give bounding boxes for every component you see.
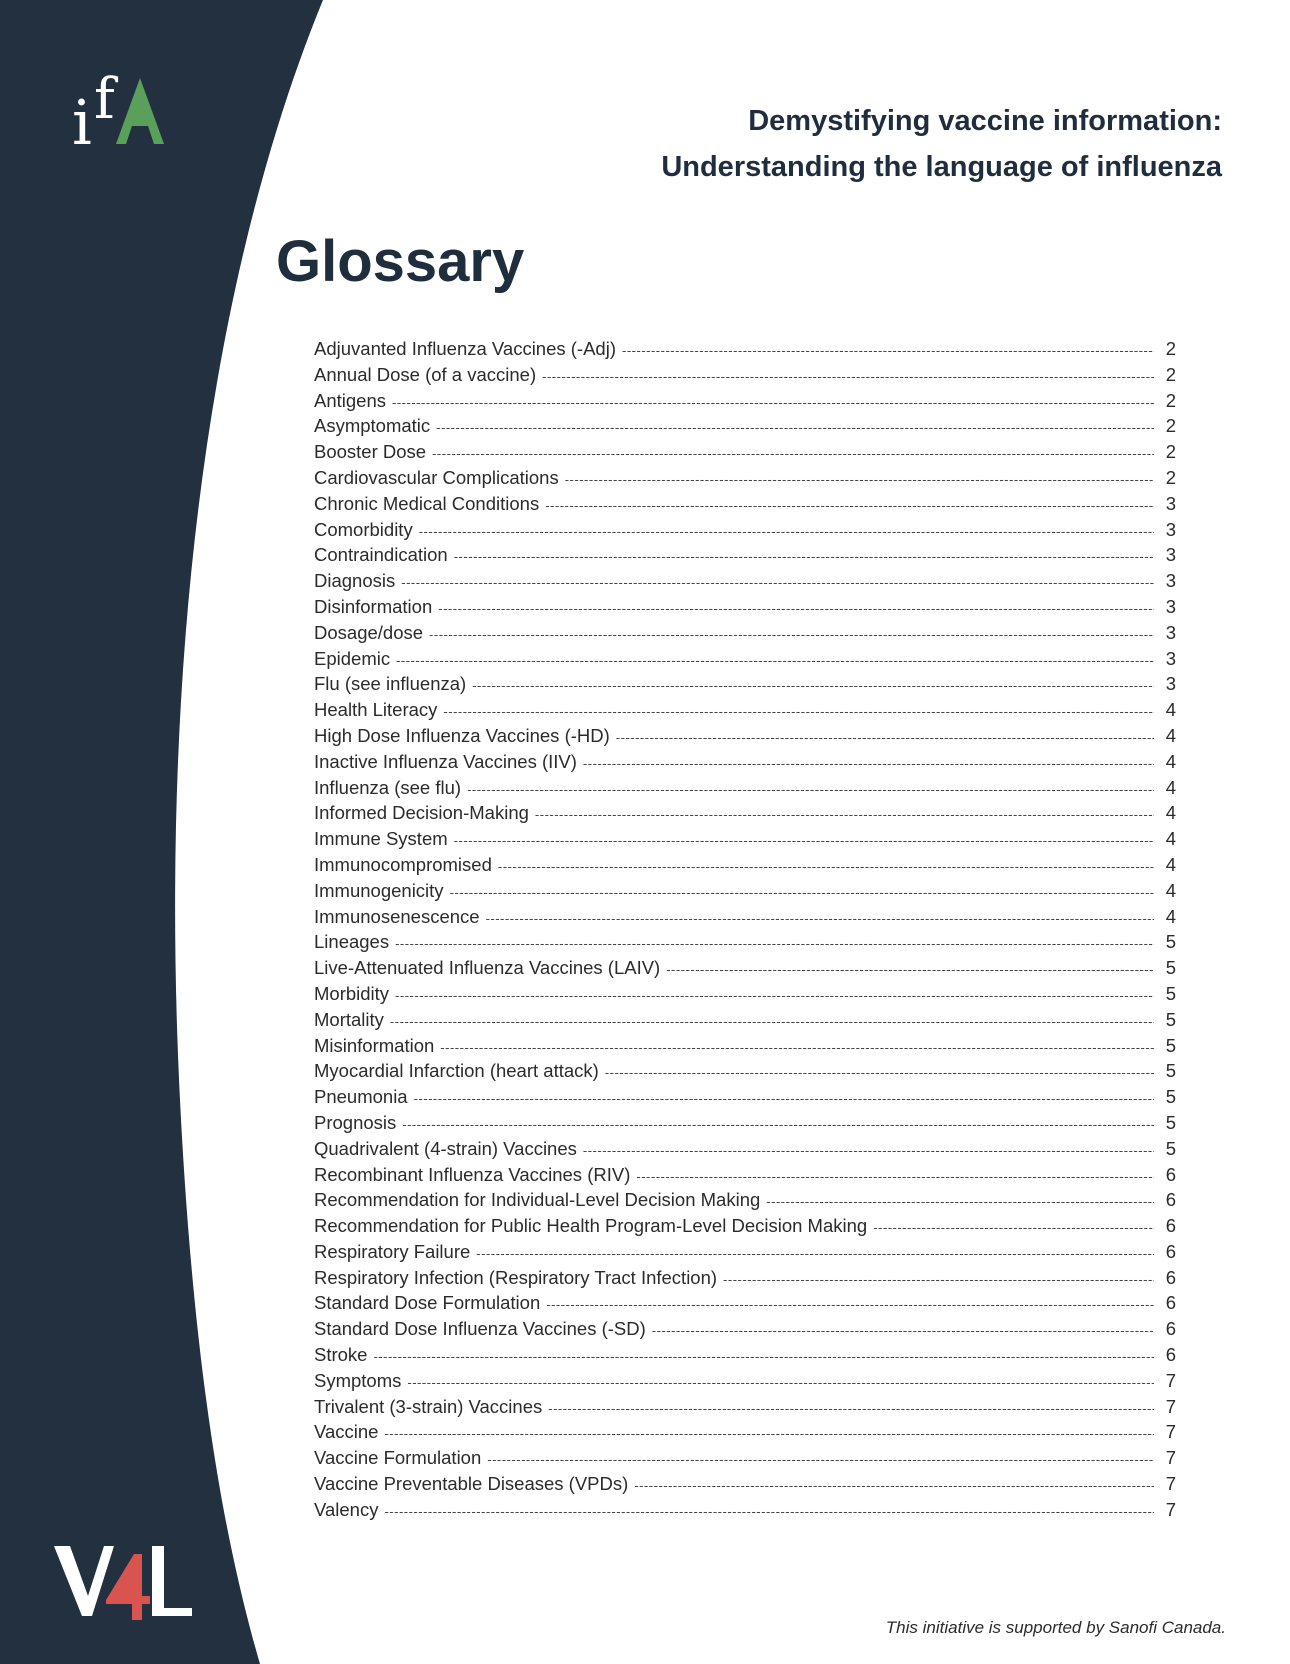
dot-leader	[450, 885, 1154, 900]
glossary-term: Lineages	[314, 931, 390, 953]
glossary-page-number: 3	[1165, 595, 1176, 617]
svg-text:f: f	[94, 67, 115, 132]
glossary-page-number: 5	[1165, 931, 1176, 953]
glossary-term: Cardiovascular Complications	[314, 466, 559, 488]
glossary-term: Standard Dose Formulation	[314, 1292, 541, 1314]
glossary-term: Adjuvanted Influenza Vaccines (-Adj)	[314, 338, 616, 359]
glossary-entry[interactable]	[314, 1035, 1176, 1061]
glossary-term: Epidemic	[314, 647, 391, 669]
glossary-entry[interactable]	[314, 1086, 1176, 1112]
glossary-term: Vaccine	[314, 1421, 379, 1443]
glossary-term: Inactive Influenza Vaccines (IIV)	[314, 750, 577, 772]
dot-leader	[583, 756, 1154, 771]
dot-leader	[440, 1040, 1154, 1055]
dot-leader	[535, 807, 1154, 822]
dot-leader	[396, 653, 1154, 668]
glossary-page-number: 4	[1165, 724, 1176, 746]
glossary-term: Diagnosis	[314, 570, 396, 592]
glossary-term: Comorbidity	[314, 518, 413, 540]
glossary-entry[interactable]	[314, 493, 1176, 519]
glossary-page-number: 5	[1165, 1086, 1176, 1108]
header-line-1: Demystifying vaccine information:	[748, 105, 1222, 137]
glossary-term: Asymptomatic	[314, 415, 431, 437]
glossary-entry[interactable]	[314, 1164, 1176, 1190]
glossary-entry[interactable]	[314, 880, 1176, 906]
glossary-page-number: 3	[1165, 518, 1176, 540]
glossary-term: Trivalent (3-strain) Vaccines	[314, 1395, 543, 1417]
glossary-page-number: 3	[1165, 570, 1176, 592]
glossary-entry[interactable]	[314, 415, 1176, 441]
glossary-term: Dosage/dose	[314, 621, 424, 643]
glossary-term: Respiratory Infection (Respiratory Tract Infection)	[314, 1266, 718, 1288]
dot-leader	[545, 498, 1154, 513]
dot-leader	[407, 1375, 1154, 1390]
dot-leader	[652, 1323, 1154, 1338]
ifa-logo	[70, 48, 180, 158]
glossary-page-number: 2	[1165, 338, 1176, 359]
glossary-entry[interactable]	[314, 1060, 1176, 1086]
dot-leader	[436, 420, 1154, 435]
glossary-page-number: 3	[1165, 544, 1176, 566]
glossary-entry[interactable]	[314, 777, 1176, 803]
glossary-page-number: 6	[1165, 1163, 1176, 1185]
dot-leader	[666, 962, 1154, 977]
glossary-entry[interactable]	[314, 648, 1176, 674]
glossary-term: Immunosenescence	[314, 905, 480, 927]
dot-leader	[401, 575, 1154, 590]
glossary-page-number: 7	[1165, 1473, 1176, 1495]
glossary-entry[interactable]	[314, 725, 1176, 751]
page-title: Glossary	[276, 229, 525, 294]
glossary-term: Booster Dose	[314, 441, 427, 463]
glossary-page-number: 7	[1165, 1421, 1176, 1443]
dot-leader	[636, 1169, 1154, 1184]
glossary-term: Valency	[314, 1498, 379, 1520]
dot-leader	[487, 1452, 1154, 1467]
glossary-page-number: 6	[1165, 1344, 1176, 1366]
glossary-entry[interactable]	[314, 544, 1176, 570]
glossary-term: Prognosis	[314, 1111, 397, 1133]
glossary-term: Stroke	[314, 1344, 368, 1366]
dot-leader	[454, 549, 1154, 564]
dot-leader	[395, 988, 1154, 1003]
glossary-entry[interactable]	[314, 570, 1176, 596]
glossary-entry[interactable]	[314, 338, 1176, 364]
glossary-entry[interactable]	[314, 622, 1176, 648]
glossary-page-number: 3	[1165, 673, 1176, 695]
glossary-page-number: 3	[1165, 621, 1176, 643]
glossary-entry[interactable]	[314, 467, 1176, 493]
dot-leader	[419, 524, 1154, 539]
dot-leader	[723, 1272, 1154, 1287]
dot-leader	[476, 1246, 1154, 1261]
glossary-page-number: 4	[1165, 802, 1176, 824]
glossary-index	[314, 338, 1176, 1525]
glossary-page-number: 6	[1165, 1240, 1176, 1262]
glossary-page-number: 5	[1165, 957, 1176, 979]
glossary-page-number: 2	[1165, 441, 1176, 463]
glossary-page-number: 5	[1165, 1060, 1176, 1082]
glossary-page-number: 2	[1165, 466, 1176, 488]
dot-leader	[634, 1478, 1154, 1493]
glossary-entry[interactable]	[314, 1344, 1176, 1370]
dot-leader	[486, 911, 1154, 926]
dot-leader	[373, 1349, 1154, 1364]
glossary-page-number: 7	[1165, 1369, 1176, 1391]
dot-leader	[390, 1014, 1154, 1029]
glossary-entry[interactable]	[314, 1292, 1176, 1318]
header-line-2: Understanding the language of influenza	[661, 151, 1222, 183]
glossary-entry[interactable]	[314, 699, 1176, 725]
glossary-entry[interactable]	[314, 802, 1176, 828]
glossary-term: Immunocompromised	[314, 853, 492, 875]
glossary-page-number: 7	[1165, 1498, 1176, 1520]
glossary-entry[interactable]	[314, 1267, 1176, 1293]
glossary-entry[interactable]	[314, 751, 1176, 777]
glossary-term: Standard Dose Influenza Vaccines (-SD)	[314, 1318, 646, 1340]
glossary-entry[interactable]	[314, 519, 1176, 545]
glossary-term: Annual Dose (of a vaccine)	[314, 363, 537, 385]
glossary-page-number: 5	[1165, 982, 1176, 1004]
glossary-term: Misinformation	[314, 1034, 435, 1056]
glossary-page-number: 6	[1165, 1318, 1176, 1340]
glossary-page-number: 6	[1165, 1266, 1176, 1288]
glossary-entry[interactable]	[314, 828, 1176, 854]
glossary-term: Recommendation for Individual-Level Decision Making	[314, 1189, 761, 1211]
dot-leader	[429, 627, 1154, 642]
glossary-page-number: 6	[1165, 1189, 1176, 1211]
glossary-entry[interactable]	[314, 906, 1176, 932]
glossary-entry[interactable]	[314, 364, 1176, 390]
dot-leader	[472, 678, 1154, 693]
glossary-page-number: 5	[1165, 1034, 1176, 1056]
glossary-term: Myocardial Infarction (heart attack)	[314, 1060, 599, 1082]
dot-leader	[467, 782, 1154, 797]
dot-leader	[402, 1117, 1154, 1132]
dot-leader	[616, 730, 1154, 745]
glossary-entry[interactable]	[314, 931, 1176, 957]
glossary-page-number: 4	[1165, 699, 1176, 721]
glossary-term: Mortality	[314, 1008, 384, 1030]
glossary-term: Informed Decision-Making	[314, 802, 529, 824]
v4l-logo	[54, 1540, 194, 1620]
dot-leader	[548, 1401, 1154, 1416]
dot-leader	[498, 859, 1154, 874]
glossary-entry[interactable]	[314, 1370, 1176, 1396]
glossary-page-number: 7	[1165, 1447, 1176, 1469]
glossary-term: Respiratory Failure	[314, 1240, 471, 1262]
glossary-entry[interactable]	[314, 957, 1176, 983]
dot-leader	[873, 1220, 1154, 1235]
dot-leader	[622, 343, 1154, 358]
glossary-term: Vaccine Formulation	[314, 1447, 482, 1469]
dot-leader	[438, 601, 1154, 616]
glossary-term: Immune System	[314, 828, 448, 850]
glossary-entry[interactable]	[314, 1009, 1176, 1035]
glossary-entry[interactable]	[314, 1421, 1176, 1447]
glossary-entry[interactable]	[314, 1189, 1176, 1215]
glossary-page-number: 3	[1165, 492, 1176, 514]
glossary-page-number: 3	[1165, 647, 1176, 669]
glossary-term: Antigens	[314, 389, 386, 411]
glossary-page-number: 2	[1165, 389, 1176, 411]
dot-leader	[395, 936, 1154, 951]
glossary-page-number: 5	[1165, 1137, 1176, 1159]
dot-leader	[432, 446, 1154, 461]
glossary-entry[interactable]	[314, 1499, 1176, 1525]
svg-text:i: i	[72, 86, 92, 158]
glossary-page-number: 5	[1165, 1111, 1176, 1133]
glossary-page-number: 4	[1165, 853, 1176, 875]
glossary-term: Health Literacy	[314, 699, 438, 721]
glossary-term: High Dose Influenza Vaccines (-HD)	[314, 724, 610, 746]
glossary-term: Immunogenicity	[314, 879, 444, 901]
glossary-term: Live-Attenuated Influenza Vaccines (LAIV)	[314, 957, 661, 979]
glossary-term: Symptoms	[314, 1369, 402, 1391]
dot-leader	[565, 472, 1154, 487]
dot-leader	[384, 1426, 1154, 1441]
glossary-entry[interactable]	[314, 390, 1176, 416]
glossary-entry[interactable]	[314, 673, 1176, 699]
glossary-entry[interactable]	[314, 1447, 1176, 1473]
glossary-entry[interactable]	[314, 1318, 1176, 1344]
glossary-page-number: 4	[1165, 828, 1176, 850]
glossary-page-number: 6	[1165, 1215, 1176, 1237]
dot-leader	[384, 1504, 1154, 1519]
dot-leader	[443, 704, 1154, 719]
sponsor-note: This initiative is supported by Sanofi Canada.	[885, 1618, 1226, 1637]
glossary-entry[interactable]	[314, 1138, 1176, 1164]
glossary-entry[interactable]	[314, 1396, 1176, 1422]
glossary-entry[interactable]	[314, 1473, 1176, 1499]
glossary-page-number: 4	[1165, 905, 1176, 927]
glossary-term: Recombinant Influenza Vaccines (RIV)	[314, 1163, 631, 1185]
dot-leader	[454, 833, 1154, 848]
glossary-entry[interactable]	[314, 1215, 1176, 1241]
glossary-entry[interactable]	[314, 854, 1176, 880]
glossary-term: Chronic Medical Conditions	[314, 492, 540, 514]
glossary-page-number: 5	[1165, 1008, 1176, 1030]
glossary-term: Vaccine Preventable Diseases (VPDs)	[314, 1473, 629, 1495]
dot-leader	[766, 1194, 1154, 1209]
glossary-term: Recommendation for Public Health Program-Level Decision Making	[314, 1215, 868, 1237]
dot-leader	[542, 369, 1154, 384]
glossary-page-number: 4	[1165, 776, 1176, 798]
glossary-term: Contraindication	[314, 544, 448, 566]
glossary-page-number: 2	[1165, 415, 1176, 437]
document-header	[661, 98, 1222, 190]
glossary-entry[interactable]	[314, 596, 1176, 622]
glossary-entry[interactable]	[314, 441, 1176, 467]
glossary-page-number: 2	[1165, 363, 1176, 385]
glossary-page-number: 7	[1165, 1395, 1176, 1417]
glossary-entry[interactable]	[314, 1241, 1176, 1267]
dot-leader	[546, 1297, 1154, 1312]
glossary-page-number: 6	[1165, 1292, 1176, 1314]
glossary-entry[interactable]	[314, 983, 1176, 1009]
glossary-term: Influenza (see flu)	[314, 776, 462, 798]
glossary-page-number: 4	[1165, 750, 1176, 772]
glossary-term: Pneumonia	[314, 1086, 408, 1108]
dot-leader	[414, 1091, 1154, 1106]
glossary-term: Quadrivalent (4-strain) Vaccines	[314, 1137, 577, 1159]
glossary-page-number: 4	[1165, 879, 1176, 901]
glossary-term: Morbidity	[314, 982, 390, 1004]
glossary-term: Flu (see influenza)	[314, 673, 467, 695]
glossary-term: Disinformation	[314, 595, 433, 617]
dot-leader	[605, 1065, 1154, 1080]
dot-leader	[583, 1143, 1154, 1158]
dot-leader	[392, 395, 1154, 410]
glossary-entry[interactable]	[314, 1112, 1176, 1138]
